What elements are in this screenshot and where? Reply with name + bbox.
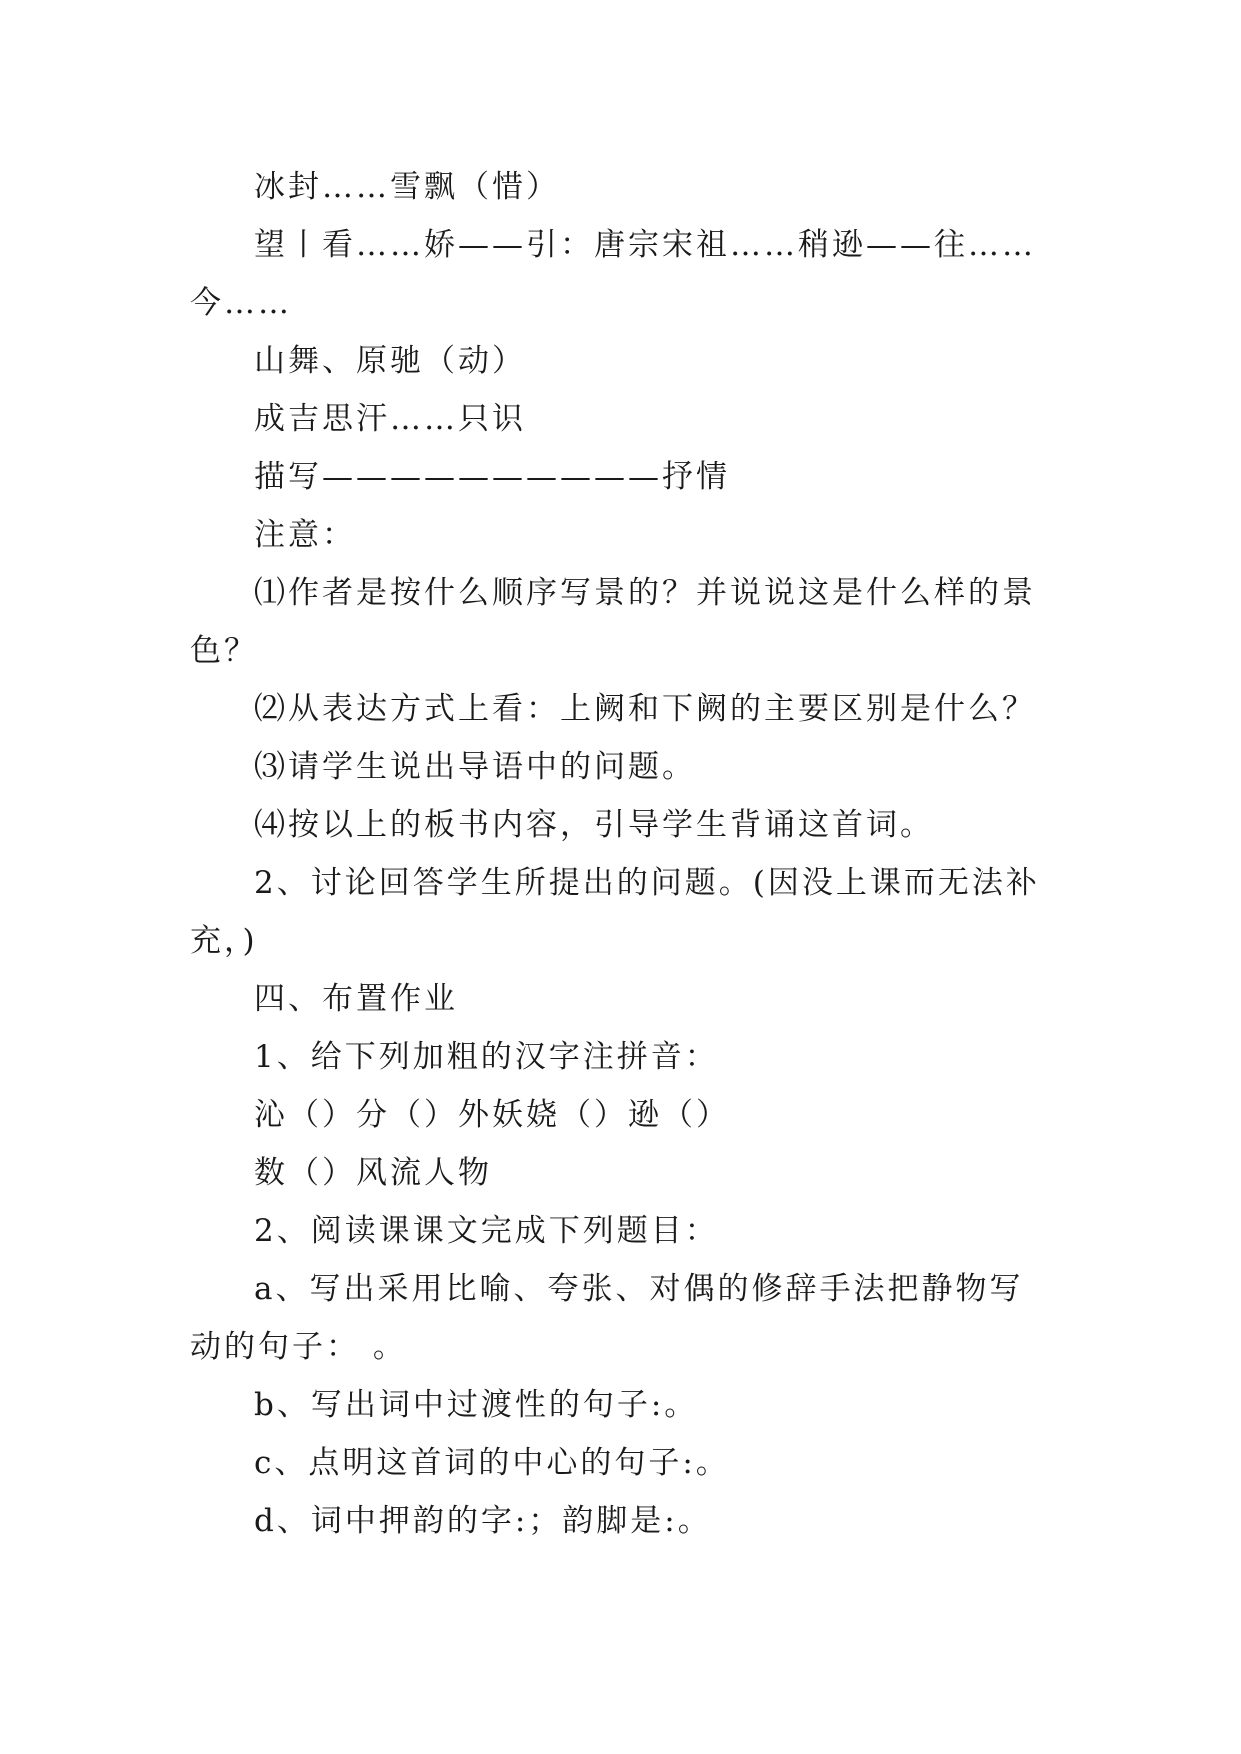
document-body — [190, 158, 1050, 1550]
paragraph-15: 数（）风流人物 — [254, 1155, 492, 1191]
paragraph-20: d、词中押韵的字:；韵脚是:。 — [254, 1503, 712, 1539]
paragraph-3: 山舞、原驰（动） — [254, 343, 526, 379]
paragraph-6: 注意： — [254, 517, 356, 553]
paragraph-17: a、写出采用比喻、夸张、对偶的修辞手法把静物写动的句子： 。 — [190, 1271, 1024, 1365]
paragraph-18: b、写出词中过渡性的句子:。 — [254, 1387, 699, 1423]
paragraph-16: 2、阅读课课文完成下列题目： — [254, 1213, 719, 1249]
paragraph-9: ⑶请学生说出导语中的问题。 — [254, 749, 696, 785]
paragraph-19: c、点明这首词的中心的句子:。 — [254, 1445, 730, 1481]
paragraph-12: 四、布置作业 — [254, 981, 458, 1017]
paragraph-11: 2、讨论回答学生所提出的问题。(因没上课而无法补充，) — [190, 865, 1040, 959]
paragraph-13: 1、给下列加粗的汉字注拼音： — [254, 1039, 719, 1075]
paragraph-5: 描写——————————抒情 — [254, 459, 730, 495]
paragraph-14: 沁（）分（）外妖娆（）逊（） — [254, 1097, 730, 1133]
paragraph-8: ⑵从表达方式上看：上阙和下阙的主要区别是什么？ — [254, 691, 1036, 727]
paragraph-10: ⑷按以上的板书内容，引导学生背诵这首词。 — [254, 807, 934, 843]
paragraph-4: 成吉思汗……只识 — [254, 401, 526, 437]
paragraph-1: 冰封……雪飘（惜） — [254, 169, 560, 205]
paragraph-2: 望丨看……娇——引：唐宗宋祖……稍逊——往……今…… — [190, 227, 1036, 321]
paragraph-7: ⑴作者是按什么顺序写景的？并说说这是什么样的景色？ — [190, 575, 1036, 669]
